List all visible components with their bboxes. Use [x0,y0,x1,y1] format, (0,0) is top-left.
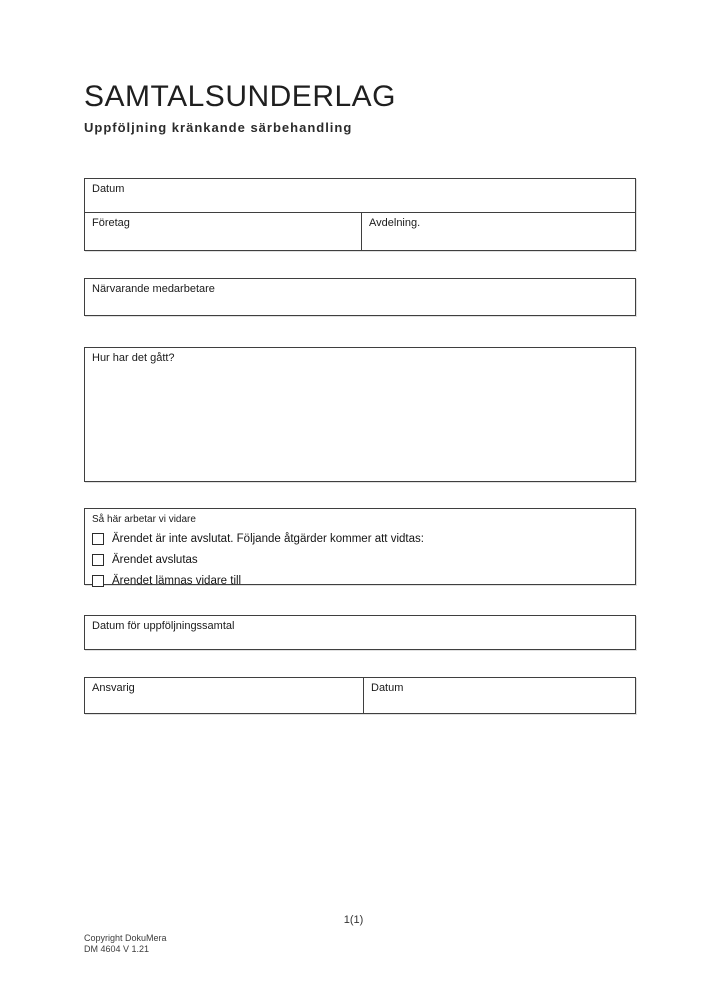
option-inte-avslutat [92,528,635,549]
checkbox-avslutas[interactable] [92,554,104,566]
option-inte-avslutat-label: Ärendet är inte avslutat. Följande åtgärder kommer att vidtas: [112,532,424,545]
narvarande-medarbetare-field[interactable] [84,278,636,316]
foretag-avdelning-row [85,213,635,251]
narvarande-medarbetare-label: Närvarande medarbetare [92,283,215,295]
signature-datum-label: Datum [371,682,404,694]
copyright-line1: Copyright DokuMera [84,933,167,943]
uppfoljningssamtal-field[interactable] [84,615,636,650]
page-subtitle: Uppföljning kränkande särbehandling [84,120,353,135]
page-title: SAMTALSUNDERLAG [84,80,397,113]
option-avslutas [92,549,635,570]
foretag-field[interactable] [85,213,361,251]
ansvarig-field[interactable] [85,678,363,713]
signature-table [84,677,636,714]
foretag-label: Företag [92,217,130,229]
option-lamnas-vidare [92,570,635,591]
datum-label: Datum [92,183,125,195]
copyright-line2: DM 4604 V 1.21 [84,944,150,954]
signature-datum-field[interactable] [363,678,635,713]
copyright-block [84,933,167,955]
header-table [84,178,636,251]
vidare-section [84,508,636,585]
avdelning-label: Avdelning. [369,217,421,229]
vidare-section-label: Så här arbetar vi vidare [92,514,196,525]
page-number: 1(1) [343,914,364,926]
avdelning-field[interactable] [361,213,635,251]
hur-har-det-gatt-label: Hur har det gått? [92,352,175,364]
datum-field[interactable] [85,179,635,213]
uppfoljningssamtal-label: Datum för uppföljningssamtal [92,620,235,632]
hur-har-det-gatt-field[interactable] [84,347,636,482]
option-avslutas-label: Ärendet avslutas [112,553,198,566]
option-lamnas-vidare-label: Ärendet lämnas vidare till [112,574,242,587]
checkbox-inte-avslutat[interactable] [92,533,104,545]
checkbox-lamnas-vidare[interactable] [92,575,104,587]
ansvarig-label: Ansvarig [92,682,135,694]
